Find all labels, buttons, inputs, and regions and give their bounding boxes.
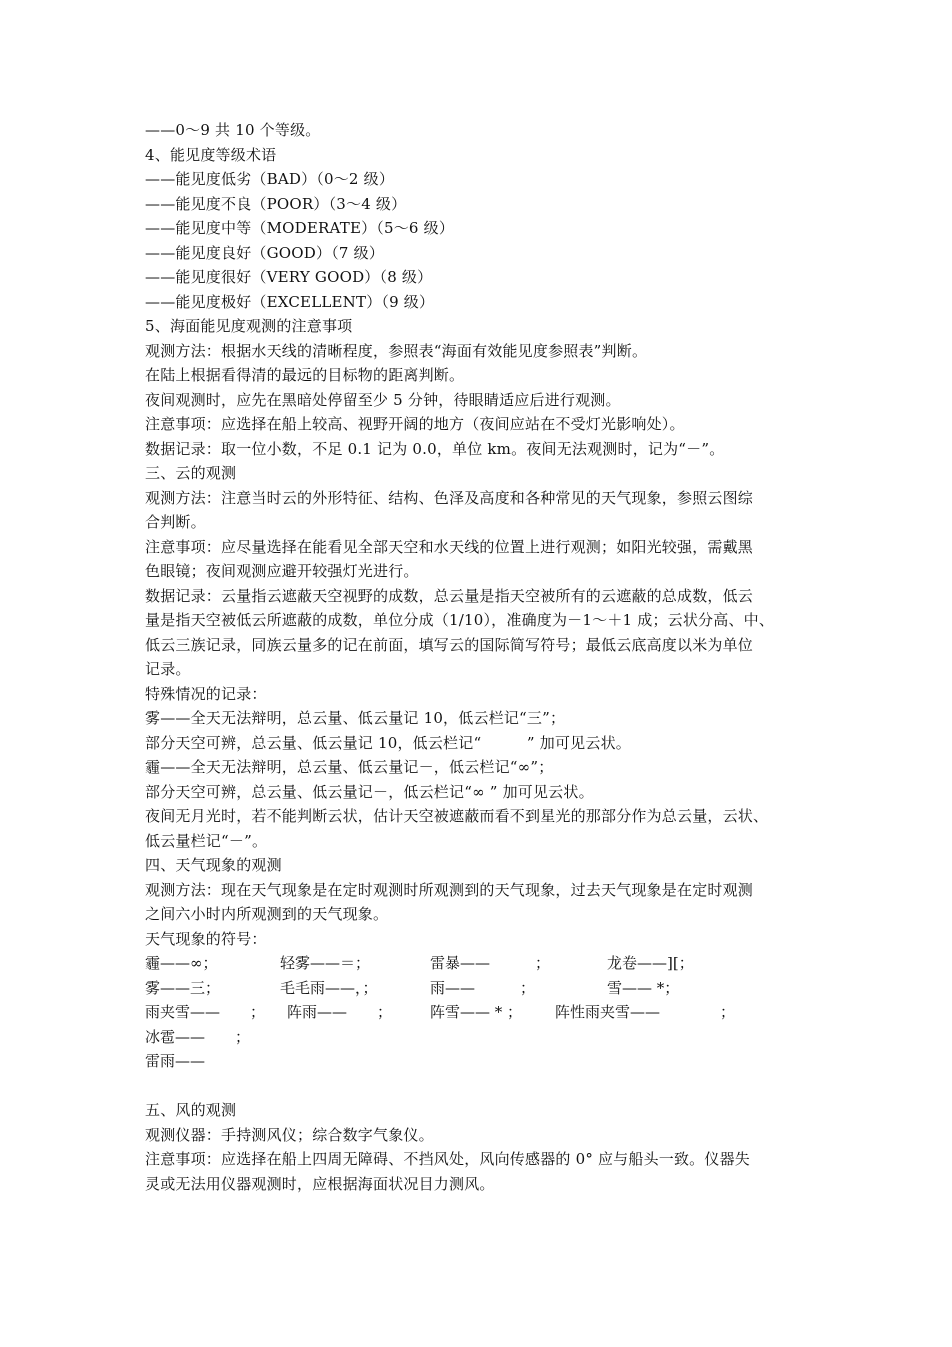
section-heading: 5、海面能见度观测的注意事项 [145, 317, 353, 335]
symbol-entry: 冰雹—— ； [145, 1027, 251, 1046]
text-block-bottom [145, 1098, 815, 1196]
text-block-top [145, 118, 815, 951]
text-line: 夜间无月光时，若不能判断云状，估计天空被遮蔽而看不到星光的那部分作为总云量，云状、 [145, 807, 769, 825]
symbol-entry: 毛毛雨——，； [280, 978, 378, 997]
text-line: 注意事项：应选择在船上四周无障碍、不挡风处，风向传感器的 0° 应与船头一致。仪器失 [145, 1150, 750, 1168]
text-line: 观测方法：注意当时云的外形特征、结构、色泽及高度和各种常见的天气现象，参照云图综 [145, 488, 754, 507]
section-heading: 五、风的观测 [145, 1101, 237, 1119]
symbol-entry: 雨夹雪—— ； [145, 1003, 266, 1021]
symbol-entry: 霾——∞； [145, 954, 218, 972]
text-line: 观测方法：现在天气现象是在定时观测时所观测到的天气现象，过去天气现象是在定时观测 [145, 880, 754, 899]
text-line: ——能见度低劣（BAD）（0～2 级） [145, 170, 395, 188]
text-line: 注意事项：应选择在船上较高、视野开阔的地方（夜间应站在不受灯光影响处）。 [145, 415, 685, 433]
text-line: 注意事项：应尽量选择在能看见全部天空和水天线的位置上进行观测；如阳光较强，需戴黑 [145, 537, 754, 556]
symbols-row [145, 1049, 815, 1074]
text-line: 灵或无法用仪器观测时，应根据海面状况目力测风。 [145, 1174, 495, 1193]
symbol-entry: 雾——三； [145, 978, 221, 997]
text-line: 雾——全天无法辩明，总云量、低云量记 10，低云栏记“三”； [145, 709, 566, 727]
text-line: ——0～9 共 10 个等级。 [145, 121, 321, 139]
symbol-entry: 龙卷——][； [607, 954, 694, 972]
text-line: 特殊情况的记录： [145, 684, 267, 703]
symbol-entry: 雷暴—— ； [430, 954, 551, 972]
text-line: ——能见度中等（MODERATE）（5～6 级） [145, 219, 455, 237]
symbol-entry: 阵雪—— * ； [430, 1003, 523, 1021]
text-line: 观测仪器：手持测风仪；综合数字气象仪。 [145, 1125, 434, 1144]
symbol-entry: 轻雾——＝； [280, 954, 371, 972]
text-line: 霾——全天无法辩明，总云量、低云量记－，低云栏记“∞”； [145, 758, 554, 776]
document-page [145, 118, 815, 1196]
text-line: 之间六小时内所观测到的天气现象。 [145, 905, 389, 923]
text-line: 部分天空可辨，总云量、低云量记－，低云栏记“∞ ” 加可见云状。 [145, 782, 594, 801]
text-line: 观测方法：根据水天线的清晰程度，参照表“海面有效能见度参照表”判断。 [145, 341, 648, 360]
section-heading: 三、云的观测 [145, 464, 237, 482]
text-line: 部分天空可辨，总云量、低云量记 10，低云栏记“ ” 加可见云状。 [145, 733, 631, 752]
text-line: 天气现象的符号： [145, 929, 267, 948]
symbols-row [145, 976, 815, 1001]
symbol-entry: 雪—— *； [607, 978, 680, 997]
symbols-row [145, 1025, 815, 1050]
section-heading: 四、天气现象的观测 [145, 856, 282, 874]
text-line: 数据记录：取一位小数，不足 0.1 记为 0.0，单位 km。夜间无法观测时，记为“－”。 [145, 439, 725, 458]
text-line: 合判断。 [145, 513, 206, 531]
text-line: 量是指天空被低云所遮蔽的成数，单位分成（1/10），准确度为－1～＋1 成；云状分高、中、 [145, 611, 775, 629]
text-line: 数据记录：云量指云遮蔽天空视野的成数，总云量是指天空被所有的云遮蔽的总成数，低云 [145, 586, 754, 605]
text-line: ——能见度很好（VERY GOOD）（8 级） [145, 268, 433, 286]
text-line: ——能见度良好（GOOD）（7 级） [145, 243, 385, 262]
text-line: 记录。 [145, 660, 191, 678]
text-line: 低云量栏记“－”。 [145, 831, 268, 850]
text-line: 在陆上根据看得清的最远的目标物的距离判断。 [145, 366, 465, 384]
text-line: 低云三族记录，同族云量多的记在前面，填写云的国际简写符号；最低云底高度以米为单位 [145, 635, 754, 654]
symbol-entry: 雨—— ； [430, 978, 536, 997]
symbol-entry: 阵雨—— ； [287, 1003, 393, 1021]
text-line: ——能见度不良（POOR）（3～4 级） [145, 194, 407, 213]
text-line: ——能见度极好（EXCELLENT）（9 级） [145, 292, 435, 311]
weather-symbols-table [145, 951, 815, 1074]
symbol-entry: 阵性雨夹雪—— ； [555, 1003, 736, 1021]
text-line: 夜间观测时，应先在黑暗处停留至少 5 分钟，待眼睛适应后进行观测。 [145, 390, 621, 409]
spacer [145, 1074, 815, 1099]
symbols-row [145, 1000, 815, 1025]
text-line: 色眼镜；夜间观测应避开较强灯光进行。 [145, 562, 419, 580]
symbol-entry: 雷雨—— [145, 1052, 206, 1070]
symbols-row [145, 951, 815, 976]
section-heading: 4、能见度等级术语 [145, 145, 277, 164]
